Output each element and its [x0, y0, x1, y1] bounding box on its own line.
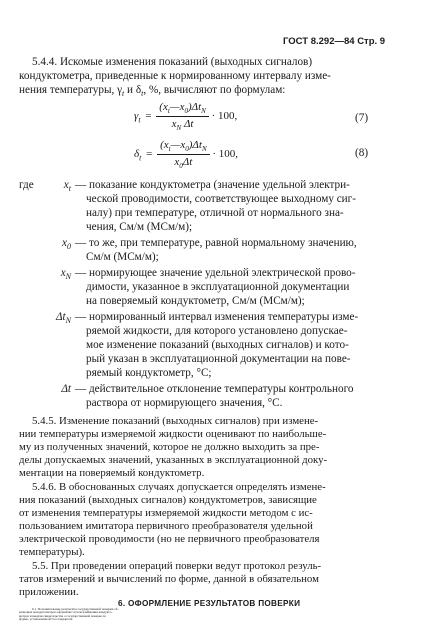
dtN-def-line-5: ряемый кондуктометр, °С; — [86, 367, 212, 379]
p55-line-2: татов измерений и вычислений по форме, данной в обязательном — [19, 573, 319, 585]
dt-symbol: Δt — [61, 383, 71, 395]
x0-def-line-1: — то же, при температуре, равной нормальному значению, — [75, 237, 357, 249]
p545-line-2: нии температуры измеряемой жидкости оценивают по наибольше- — [19, 428, 327, 440]
p55-line-1: 5.5. При проведении операций поверки ведут протокол резуль- — [32, 560, 322, 572]
where-label: где — [19, 179, 34, 191]
p544-line-3: нения температуры, $\gamma_t$ и $\delta_t$, %, вычисляют по формулам: — [19, 84, 286, 99]
xt-def-line-2: ческой проводимости, соответствующее выходному сиг- — [86, 193, 356, 205]
dt-def-line-2: раствора от нормирующего значения, °С. — [86, 397, 283, 409]
p61-block — [19, 608, 403, 622]
dtN-def-line-1: — нормированный интервал изменения температуры изме- — [75, 311, 359, 323]
formula-7-number: (7) — [355, 112, 369, 124]
xN-def-line-2: димости, указанное в эксплуатационной документации — [86, 281, 350, 293]
formula-7: $\gamma_t$ = $\frac{(x_t—x_0)\Delta t_N}{x_N \Delta t}$ · 100, — [134, 101, 238, 133]
p546-line-6: температуры). — [19, 546, 85, 558]
section-6-title: 6. ОФОРМЛЕНИЕ РЕЗУЛЬТАТОВ ПОВЕРКИ — [118, 599, 301, 608]
p545-line-5: ментации на поверяемый кондуктометр. — [19, 467, 205, 479]
p55-line-3: приложении. — [19, 586, 79, 598]
xN-symbol: $x_N$ — [60, 267, 71, 282]
dtN-def-line-3: мое изменение показаний (выходных сигналов) и кото- — [86, 339, 349, 351]
dtN-symbol: $\Delta t_N$ — [55, 311, 71, 326]
xt-def-line-1: — показание кондуктометра (значение удельной электри- — [75, 179, 350, 191]
p544-line-1: 5.4.4. Искомые изменения показаний (выходных сигналов) — [32, 56, 313, 68]
page-header: ГОСТ 8.292—84 Стр. 9 — [283, 36, 386, 47]
p544-line-2: кондуктометра, приведенные к нормированному интервалу изме- — [19, 70, 331, 82]
p546-line-4: пользованием имитатора первичного преобразователя удельной — [19, 520, 313, 532]
p545-line-4: делы допускаемых значений, указанных в эксплуатационной доку- — [19, 454, 328, 466]
dt-def-line-1: — действительное отклонение температуры контрольного — [75, 383, 354, 395]
p546-line-2: ния показаний (выходных сигналов) кондуктометров, зависящие — [19, 494, 317, 506]
p61-line-4: форме, установленной Госстандартом. — [19, 617, 74, 622]
p61-line-3: метров и выдачи свидетельства о государственной поверке по — [19, 613, 107, 618]
formula-8-number: (8) — [355, 147, 369, 159]
formula-8: $\delta_t$ = $\frac{(x_t—x_0)\Delta t_N}{x_0\Delta t}$ · 100, — [134, 139, 239, 171]
p546-line-1: 5.4.6. В обоснованных случаях допускается определять измене- — [32, 481, 326, 493]
xN-def-line-3: на поверяемый кондуктометр, См/м (МСм/м); — [86, 295, 305, 307]
p61-line-2: разцовых кондуктометров оформляют путем клеймения кондукто- — [19, 610, 113, 615]
p545-line-3: му из полученных значений, которое не должно выходить за пре- — [19, 441, 320, 453]
p61-line-1: 6.1. Положительные результаты государственной поверки об- — [32, 607, 119, 611]
xt-def-line-3: налу) при температуре, отличной от нормального зна- — [86, 207, 344, 219]
dtN-def-line-2: ряемой жидкости, для которого установлено допускае- — [86, 325, 348, 337]
xt-def-line-4: чения, См/м (МСм/м); — [86, 221, 193, 233]
p546-line-5: электрической проводимости (но не первичного преобразователя — [19, 533, 320, 545]
x0-def-line-2: См/м (МСм/м); — [86, 251, 159, 263]
dtN-def-line-4: рый указан в эксплуатационной документации на пове- — [86, 353, 351, 365]
x0-symbol: $x_0$ — [62, 237, 71, 252]
p545-line-1: 5.4.5. Изменение показаний (выходных сигналов) при измене- — [32, 415, 319, 427]
xN-def-line-1: — нормирующее значение удельной электрической прово- — [75, 267, 356, 279]
p546-line-3: от изменения температуры измеряемой жидкости методом с ис- — [19, 507, 313, 519]
xt-symbol: $x_t$ — [63, 179, 71, 194]
